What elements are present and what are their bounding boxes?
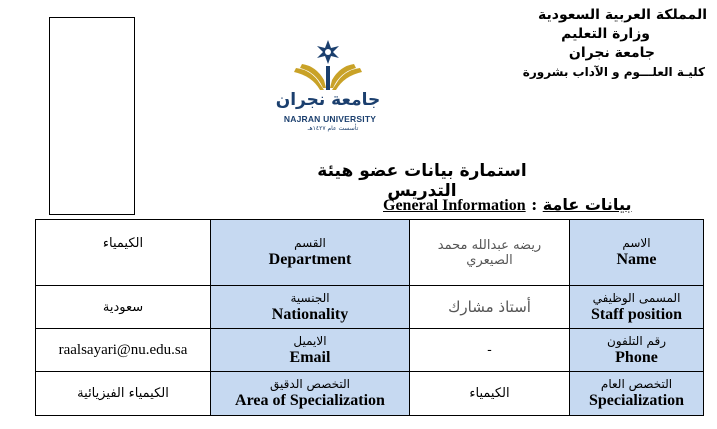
specialization-area-label-ar: التخصص الدقيق — [270, 377, 350, 391]
specialization-value: الكيمياء — [410, 372, 570, 416]
table-row — [36, 220, 704, 286]
info-table — [35, 219, 704, 416]
phone-label — [570, 329, 704, 372]
logo-established: تأسست عام ١٤٢٧هـ — [307, 125, 359, 132]
table-row — [36, 329, 704, 372]
logo-emblem-icon — [268, 38, 388, 94]
staff-position-label — [570, 286, 704, 329]
email-label — [211, 329, 410, 372]
department-label-ar: القسم — [294, 236, 326, 250]
phone-value: - — [410, 329, 570, 372]
table-row — [36, 372, 704, 416]
staff-position-label-en: Staff position — [590, 305, 683, 323]
logo-arabic-name: جامعة نجران — [275, 90, 381, 110]
department-label-en: Department — [268, 251, 352, 268]
org-ministry: وزارة التعليم — [561, 26, 650, 42]
nationality-label-en: Nationality — [271, 305, 349, 323]
name-label-en: Name — [616, 251, 657, 268]
email-label-ar: الايميل — [293, 333, 327, 348]
logo-english-name: NAJRAN UNIVERSITY — [283, 114, 377, 124]
photo-placeholder — [49, 17, 135, 215]
university-logo — [268, 38, 388, 134]
department-value: الكيمياء — [36, 220, 211, 286]
phone-label-ar: رقم التلفون — [607, 333, 666, 348]
section-english: General Information — [383, 197, 526, 214]
specialization-area-value: الكيمياء الفيزيائية — [36, 372, 211, 416]
department-label — [211, 220, 410, 286]
table-row — [36, 286, 704, 329]
organization-header — [523, 6, 705, 81]
email-label-en: Email — [289, 348, 331, 366]
specialization-label-en: Specialization — [588, 392, 685, 409]
nationality-label-ar: الجنسية — [290, 290, 330, 305]
nationality-label — [211, 286, 410, 329]
specialization-area-label-en: Area of Specialization — [235, 392, 385, 409]
org-college: كليـة العلـــوم و الآداب بشرورة — [522, 65, 705, 79]
name-value: ريضه عبدالله محمد الصيعري — [410, 220, 570, 286]
org-country: المملكة العربية السعودية — [538, 7, 707, 23]
staff-position-label-ar: المسمى الوظيفي — [592, 290, 681, 305]
nationality-value: سعودية — [36, 286, 211, 329]
specialization-area-label — [211, 372, 410, 416]
staff-position-value: أستاذ مشارك — [410, 286, 570, 329]
specialization-label-ar: التخصص العام — [600, 377, 673, 391]
section-separator: : — [531, 195, 538, 214]
phone-label-en: Phone — [615, 348, 658, 366]
specialization-label — [570, 372, 704, 416]
name-label-ar: الاسم — [622, 236, 651, 250]
section-arabic: بيانات عامة — [542, 195, 632, 214]
email-value: raalsayari@nu.edu.sa — [36, 329, 211, 372]
org-university: جامعة نجران — [568, 45, 655, 61]
section-heading — [383, 195, 631, 215]
form-title: استمارة بيانات عضو هيئة التدريس — [317, 161, 527, 201]
name-label — [570, 220, 704, 286]
